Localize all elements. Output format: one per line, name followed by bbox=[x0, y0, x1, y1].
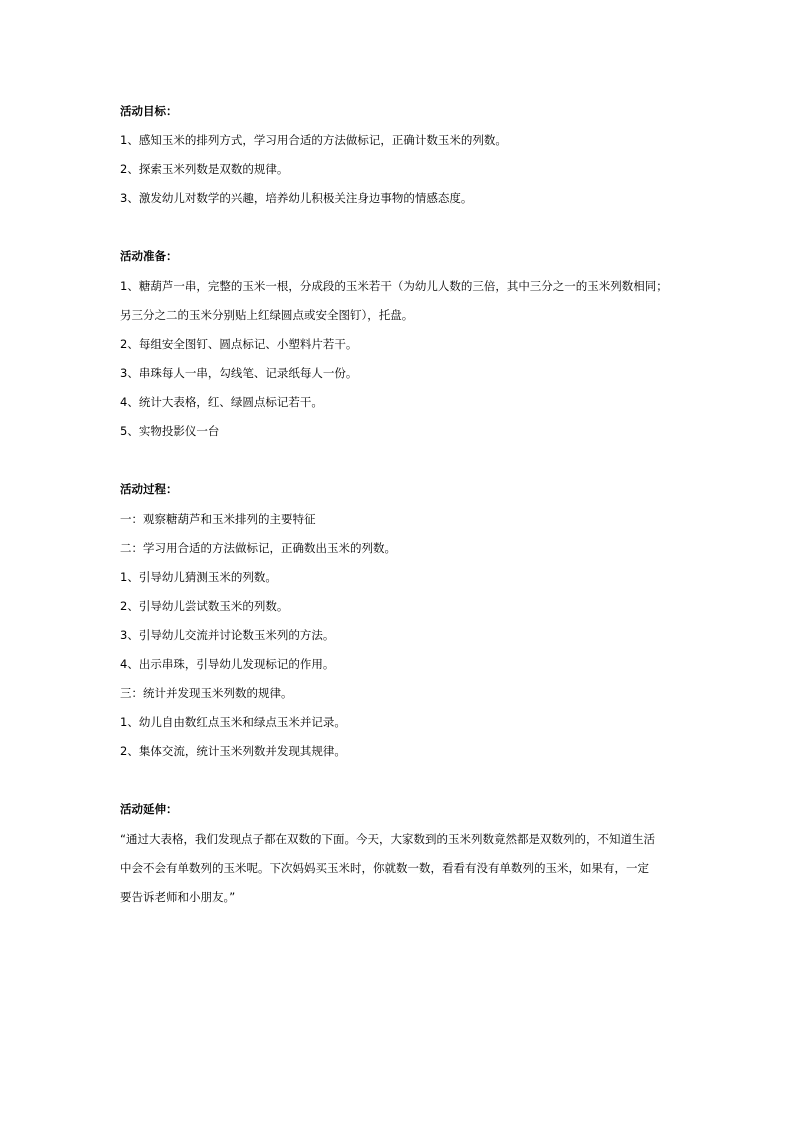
section-heading-preparation: 活动准备： bbox=[120, 249, 178, 263]
goals-line-3: 3、激发幼儿对数学的兴趣，培养幼儿积极关注身边事物的情感态度。 bbox=[120, 191, 473, 205]
section-heading-extension: 活动延伸： bbox=[120, 802, 178, 816]
goals-line-2: 2、探索玉米列数是双数的规律。 bbox=[120, 162, 289, 176]
extension-line-3: 要告诉老师和小朋友。” bbox=[120, 890, 236, 904]
process-line-4: 2、引导幼儿尝试数玉米的列数。 bbox=[120, 599, 289, 613]
process-line-3: 1、引导幼儿猜测玉米的列数。 bbox=[120, 570, 277, 584]
process-line-2: 二：学习用合适的方法做标记，正确数出玉米的列数。 bbox=[120, 541, 396, 555]
preparation-line-1: 1、糖葫芦一串，完整的玉米一根，分成段的玉米若干（为幼儿人数的三倍，其中三分之一的玉米列数相同； bbox=[120, 279, 668, 293]
section-heading-process: 活动过程： bbox=[120, 482, 178, 496]
preparation-line-2: 另三分之二的玉米分别贴上红绿圆点或安全图钉），托盘。 bbox=[120, 308, 414, 322]
preparation-line-6: 5、实物投影仪一台 bbox=[120, 424, 220, 438]
preparation-line-5: 4、统计大表格，红、绿圆点标记若干。 bbox=[120, 395, 323, 409]
preparation-line-3: 2、每组安全图钉、圆点标记、小塑料片若干。 bbox=[120, 337, 358, 351]
process-line-8: 1、幼儿自由数红点玉米和绿点玉米并记录。 bbox=[120, 715, 346, 729]
goals-line-1: 1、感知玉米的排列方式，学习用合适的方法做标记，正确计数玉米的列数。 bbox=[120, 133, 507, 147]
process-line-6: 4、出示串珠，引导幼儿发现标记的作用。 bbox=[120, 657, 335, 671]
process-line-1: 一：观察糖葫芦和玉米排列的主要特征 bbox=[120, 512, 316, 526]
process-line-7: 三：统计并发现玉米列数的规律。 bbox=[120, 686, 293, 700]
section-heading-goals: 活动目标： bbox=[120, 104, 178, 118]
process-line-9: 2、集体交流，统计玉米列数并发现其规律。 bbox=[120, 744, 346, 758]
extension-line-1: “通过大表格，我们发现点子都在双数的下面。今天，大家数到的玉米列数竟然都是双数列的，不知道生活 bbox=[120, 832, 655, 846]
process-line-5: 3、引导幼儿交流并讨论数玉米列的方法。 bbox=[120, 628, 335, 642]
preparation-line-4: 3、串珠每人一串，勾线笔、记录纸每人一份。 bbox=[120, 366, 358, 380]
extension-line-2: 中会不会有单数列的玉米呢。下次妈妈买玉米时，你就数一数，看看有没有单数列的玉米，如果有，一定 bbox=[120, 861, 649, 875]
